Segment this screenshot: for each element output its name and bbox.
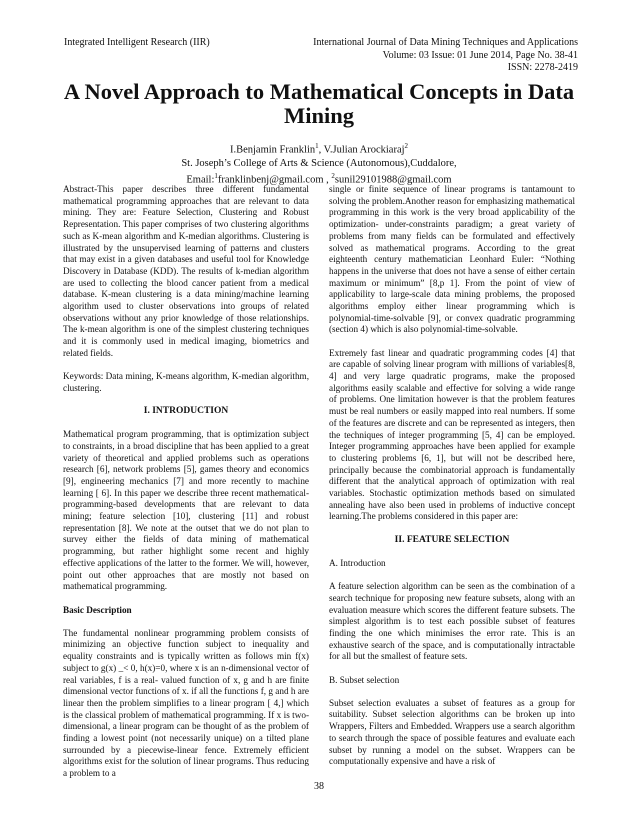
email-2-mark: 2 bbox=[331, 171, 335, 180]
introduction-paragraph: Mathematical program programming, that is optimization subject to constraints, in a broad discipline that has been applied to a great variety of theoretical and applied problems such as operations research [6], network problems [5], games theory and economics [9], engineering mechanics [7] and more recently to machine learning [ 6]. In this paper we describe three recent mathematical-programming-based developments that are relevant to data mining; feature selection [10], clustering [11] and robust representation [8]. We note at the outset that we do not plan to survey either the fields of data mining of mathematical programming, but rather highlight some recent and highly effective applications of the latter to the former. We will, however, point out other approaches that are mostly not based on mathematical programming. bbox=[63, 429, 309, 592]
basic-description-paragraph: The fundamental nonlinear programming problem consists of minimizing an objective function subject to inequality and equality constraints and is typically written as follows min f(x) subject to g(x) _< 0, h(x)=0, where x is an n-dimensional vector of real variables, f is a real- valued function of x, g and h are finite dimensional vector functions of x. if all the functions f, g and h are linear then the problem simplifies to a linear program [ 4,] which is the classical problem of mathematical programming. If x is two-dimensional, a linear program can be thought of as the problem of finding a lowest point (not necessarily unique) on a tilted plane surrounded by a piecewise-linear fence. Extremely efficient algorithms exist for the solution of linear programs. Thus reducing a problem to a bbox=[63, 627, 309, 779]
email-2[interactable]: sunil29101988@gmail.com bbox=[334, 174, 452, 185]
right-paragraph-1: single or finite sequence of linear programs is tantamount to solving the problem.Another reason for emphasizing mathematical programming in this work is the very broad applicability of the optimization- under-constraints paradigm; a great variety of problems from many fields can be formulated and effectively solved as mathematical programs. According to the great eighteenth century mathematician Leonhard Euler: “Nothing happens in the universe that does not have a sense of either certain maximum or minimum” [8,p 1]. From the point of view of applicability to large-scale data mining problems, the proposed algorithms employ either linear programming which is polynomial-time-solvable [9], or convex quadratic programming (section 4) which is also polynomial-time-solvable. bbox=[329, 184, 575, 335]
right-column bbox=[329, 184, 575, 779]
subset-selection-paragraph: Subset selection evaluates a subset of features as a group for suitability. Subset selection algorithms can be broken up into Wrappers, Filters and Embedded. Wrappers use a search algorithm to search through the space of possible features and evaluate each subset by running a model on the subset. Wrappers can be computationally expensive and have a risk of bbox=[329, 697, 575, 767]
feature-selection-paragraph: A feature selection algorithm can be seen as the combination of a search technique for proposing new feature subsets, along with an evaluation measure which scores the different feature subsets. The simplest algorithm is to test each possible subset of features finding the one which minimises the error rate. This is an exhaustive search of the space, and is computationally intractable for all but the smallest of feature sets. bbox=[329, 581, 575, 662]
author-block bbox=[40, 140, 598, 186]
journal-name: International Journal of Data Mining Techniques and Applications bbox=[313, 37, 578, 48]
paper-title: A Novel Approach to Mathematical Concepts in Data Mining bbox=[63, 79, 575, 128]
left-column bbox=[63, 184, 309, 791]
journal-volume: Volume: 03 Issue: 01 June 2014, Page No. 38-41 bbox=[382, 49, 578, 61]
page-number: 38 bbox=[314, 781, 324, 792]
introduction-heading: I. INTRODUCTION bbox=[143, 405, 229, 416]
email-label: Email: bbox=[186, 174, 215, 185]
author-separator: , bbox=[318, 144, 324, 156]
abstract: Abstract-This paper describes three different fundamental mathematical programming approaches that are relevant to data mining. They are: Feature Selection, Clustering and Robust Representation. This paper comprises of two clustering algorithms such as K-mean algorithm and K-median algorithms. Clustering is illustrated by the unsupervised learning of patterns and clusters that may exist in a given databases and useful tool for Knowledge Discovery in Database (KDD). The results of k-median algorithm are used to collecting the blood cancer patient from a medical database. K-mean clustering is a data mining/machine learning algorithm used to cluster observations into groups of related observations without any prior knowledge of those relationships. The k-mean algorithm is one of the simplest clustering techniques and it is commonly used in medical imaging, biometrics and related fields. bbox=[63, 184, 309, 358]
email-1-mark: 1 bbox=[214, 171, 218, 180]
right-paragraph-2: Extremely fast linear and quadratic programming codes [4] that are capable of solving linear program with millions of variables[8, 4] and very large quadratic programs, make the proposed algorithms easily scalable and effective for solving a wide range of problems. One limitation however is that the problem features must be real numbers or easily mapped into real numbers. If some of the features are discrete and can be represented as integers, then the techniques of integer programming [5, 4] can be employed. Integer programming approaches have been applied for example to clustering problems [6, 1], but will not be described here, principally because the combinatorial approach is fundamentally different that the analytical approach of optimization with real variables. Stochastic optimization methods based on simulated annealing have also been used in problems of inductive concept learning.The problems considered in this paper are: bbox=[329, 347, 575, 522]
author-2-mark: 2 bbox=[404, 142, 409, 150]
journal-issn: ISSN: 2278-2419 bbox=[507, 62, 578, 74]
author-names bbox=[40, 140, 598, 157]
author-1: I.Benjamin Franklin bbox=[229, 144, 316, 156]
keywords: Keywords: Data mining, K-means algorithm, K-median algorithm, clustering. bbox=[63, 371, 309, 393]
journal-publisher: Integrated Intelligent Research (IIR) bbox=[64, 37, 210, 48]
email-1[interactable]: franklinbenj@gmail.com , bbox=[217, 174, 329, 185]
author-2: V.Julian Arockiaraj bbox=[323, 144, 405, 156]
affiliation: St. Joseph’s College of Arts & Science (Autonomous),Cuddalore, bbox=[181, 157, 457, 169]
subset-selection-heading: B. Subset selection bbox=[329, 674, 400, 685]
feature-selection-heading: II. FEATURE SELECTION bbox=[394, 534, 510, 545]
author-1-mark: 1 bbox=[315, 142, 319, 150]
subsection-introduction-heading: A. Introduction bbox=[329, 557, 386, 568]
basic-description-heading: Basic Description bbox=[63, 604, 132, 615]
journal-info bbox=[288, 37, 578, 75]
